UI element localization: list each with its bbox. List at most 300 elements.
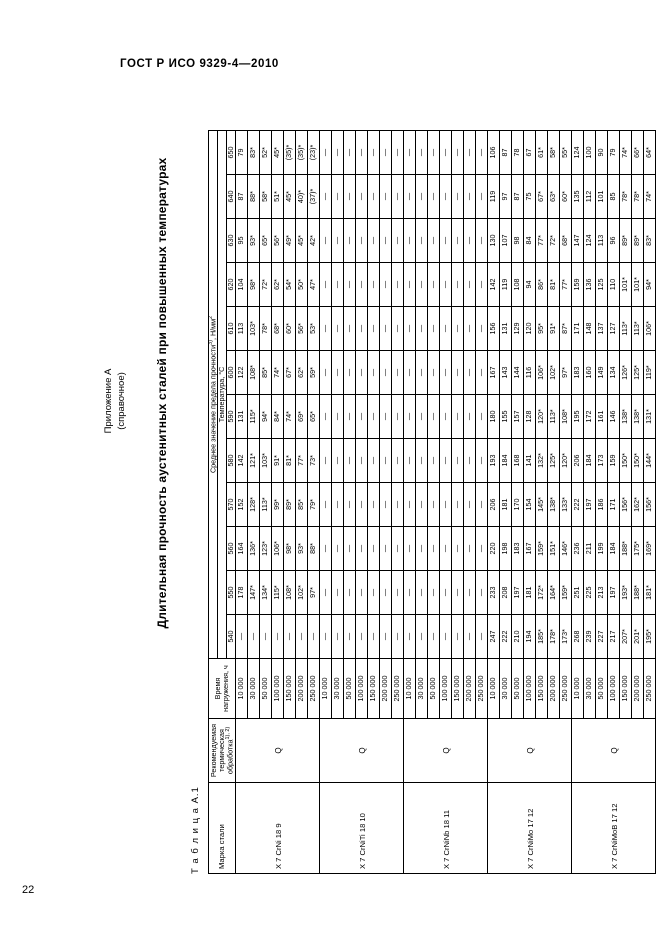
time-cell: 200 000 (547, 659, 559, 719)
time-cell: 100 000 (607, 659, 619, 719)
temp-540: 540 (226, 615, 235, 659)
strength-value-cell: 87 (511, 175, 523, 219)
strength-value-cell: — (331, 483, 343, 527)
time-cell: 200 000 (379, 659, 391, 719)
strength-value-cell: 93* (247, 219, 259, 263)
strength-value-cell: 217 (607, 615, 619, 659)
page-number: 22 (22, 884, 35, 896)
strength-value-cell: — (439, 307, 451, 351)
strength-value-cell: — (319, 395, 331, 439)
strength-value-cell: 74* (283, 395, 295, 439)
strength-value-cell: — (475, 131, 487, 175)
strength-value-cell: — (475, 175, 487, 219)
strength-value-cell: 112 (583, 175, 595, 219)
strength-value-cell: 143 (499, 351, 511, 395)
strength-value-cell: — (247, 615, 259, 659)
heat-treatment-cell: Q (319, 719, 403, 783)
strength-value-cell: 181 (523, 571, 535, 615)
strength-value-cell: 169* (643, 527, 655, 571)
strength-value-cell: 138* (619, 395, 631, 439)
strength-value-cell: 90 (595, 131, 607, 175)
strength-value-cell: 183 (511, 527, 523, 571)
strength-value-cell: 126* (619, 351, 631, 395)
strength-value-cell: 227 (595, 615, 607, 659)
strength-value-cell: 178 (235, 571, 247, 615)
strength-value-cell: — (331, 615, 343, 659)
strength-value-cell: — (343, 219, 355, 263)
strength-value-cell: — (379, 307, 391, 351)
strength-value-cell: — (343, 131, 355, 175)
strength-value-cell: — (439, 615, 451, 659)
strength-value-cell: 102* (547, 351, 559, 395)
strength-value-cell: 156 (487, 307, 499, 351)
table-row (571, 131, 583, 874)
strength-value-cell: 85* (259, 351, 271, 395)
strength-value-cell: — (271, 615, 283, 659)
strength-value-cell: — (427, 483, 439, 527)
strength-value-cell: — (367, 483, 379, 527)
strength-value-cell: 124 (571, 131, 583, 175)
strength-value-cell: — (391, 175, 403, 219)
strength-value-cell: 113* (631, 307, 643, 351)
strength-value-cell: 50* (295, 263, 307, 307)
strength-value-cell: — (439, 571, 451, 615)
strength-value-cell: — (391, 395, 403, 439)
col-header-steel: Марка стали (209, 783, 236, 874)
strength-value-cell: 68* (559, 219, 571, 263)
strength-value-cell: 159* (559, 571, 571, 615)
strength-value-cell: — (391, 307, 403, 351)
strength-value-cell: — (463, 571, 475, 615)
strength-value-cell: 86* (535, 263, 547, 307)
strength-value-cell: 207* (619, 615, 631, 659)
strength-value-cell: — (415, 395, 427, 439)
strength-value-cell: 145* (535, 483, 547, 527)
strength-value-cell: 131 (499, 307, 511, 351)
strength-value-cell: 106* (271, 527, 283, 571)
strength-value-cell: 201* (631, 615, 643, 659)
temp-640: 640 (226, 175, 235, 219)
strength-value-cell: — (343, 439, 355, 483)
strength-value-cell: — (427, 615, 439, 659)
time-cell: 10 000 (319, 659, 331, 719)
strength-value-cell: 144 (511, 351, 523, 395)
strength-value-cell: — (451, 219, 463, 263)
strength-value-cell: 85 (607, 175, 619, 219)
strength-value-cell: — (355, 395, 367, 439)
temp-610: 610 (226, 307, 235, 351)
table-head (209, 131, 236, 874)
standard-header: ГОСТ Р ИСО 9329-4—2010 (120, 58, 279, 70)
strength-value-cell: — (379, 439, 391, 483)
strength-value-cell: — (355, 263, 367, 307)
strength-value-cell: 110 (607, 263, 619, 307)
col-header-heat-treatment (209, 719, 236, 783)
strength-value-cell: — (379, 527, 391, 571)
time-cell: 50 000 (595, 659, 607, 719)
strength-value-cell: 81* (283, 439, 295, 483)
strength-value-cell: (23)* (307, 131, 319, 175)
strength-value-cell: — (379, 483, 391, 527)
strength-value-cell: — (331, 131, 343, 175)
strength-value-cell: — (295, 615, 307, 659)
strength-value-cell: 183 (571, 351, 583, 395)
time-cell: 150 000 (283, 659, 295, 719)
time-cell: 10 000 (487, 659, 499, 719)
strength-value-cell: 58* (547, 131, 559, 175)
strength-value-cell: 156* (619, 483, 631, 527)
strength-value-cell: 141 (523, 439, 535, 483)
steel-grade-cell: Х 7 CrNi 18 9 (235, 783, 319, 874)
strength-value-cell: — (415, 263, 427, 307)
strength-value-cell: 171 (571, 307, 583, 351)
strength-value-cell: — (355, 219, 367, 263)
strength-value-cell: 197 (607, 571, 619, 615)
strength-value-cell: 208 (499, 571, 511, 615)
strength-value-cell: 108* (247, 351, 259, 395)
strength-value-cell: 195 (571, 395, 583, 439)
strength-value-cell: — (391, 351, 403, 395)
strength-value-cell: — (451, 483, 463, 527)
strength-value-cell: 136 (583, 263, 595, 307)
temp-590: 590 (226, 395, 235, 439)
strength-value-cell: 108 (511, 263, 523, 307)
strength-value-cell: — (439, 263, 451, 307)
strength-value-cell: — (343, 615, 355, 659)
strength-value-cell: — (379, 175, 391, 219)
table-row (235, 131, 247, 874)
strength-value-cell: 87 (235, 175, 247, 219)
strength-value-cell: 78* (259, 307, 271, 351)
strength-value-cell: — (451, 395, 463, 439)
time-cell: 200 000 (631, 659, 643, 719)
strength-value-cell: — (451, 307, 463, 351)
strength-value-cell: — (319, 131, 331, 175)
strength-value-cell: 131* (643, 395, 655, 439)
strength-value-cell: 106 (487, 131, 499, 175)
strength-value-cell: 120* (559, 439, 571, 483)
strength-value-cell: 178* (547, 615, 559, 659)
strength-value-cell: — (391, 439, 403, 483)
strength-value-cell: 106* (643, 307, 655, 351)
strength-value-cell: 108* (283, 571, 295, 615)
strength-value-cell: 199 (595, 527, 607, 571)
strength-value-cell: 181 (499, 483, 511, 527)
strength-value-cell: 89* (619, 219, 631, 263)
strength-value-cell: — (403, 483, 415, 527)
steel-grade-cell: Х 7 CrNiMoB 17 12 (571, 783, 655, 874)
strength-value-cell: 247 (487, 615, 499, 659)
strength-value-cell: — (403, 571, 415, 615)
strength-value-cell: 74* (643, 175, 655, 219)
strength-value-cell: — (367, 219, 379, 263)
heat-line-1: Рекомендуемая (209, 723, 218, 778)
strength-value-cell: — (415, 351, 427, 395)
strength-value-cell: — (403, 395, 415, 439)
strength-value-cell: 73* (307, 439, 319, 483)
strength-value-cell: — (367, 571, 379, 615)
temp-650: 650 (226, 131, 235, 175)
heat-treatment-cell: Q (403, 719, 487, 783)
strength-value-cell: 186 (595, 483, 607, 527)
strength-value-cell: — (319, 571, 331, 615)
strength-value-cell: 116 (523, 351, 535, 395)
strength-value-cell: 59* (307, 351, 319, 395)
strength-value-cell: 97* (307, 571, 319, 615)
strength-value-cell: — (367, 439, 379, 483)
strength-value-cell: — (367, 615, 379, 659)
group-footnote-marker: 3) (208, 340, 214, 345)
strength-value-cell: — (451, 351, 463, 395)
strength-value-cell: — (427, 307, 439, 351)
strength-value-cell: 96 (607, 219, 619, 263)
strength-value-cell: 147 (571, 219, 583, 263)
strength-value-cell: 51* (271, 175, 283, 219)
strength-value-cell: 88* (307, 527, 319, 571)
strength-value-cell: — (475, 527, 487, 571)
strength-value-cell: 222 (571, 483, 583, 527)
strength-value-cell: — (439, 483, 451, 527)
strength-value-cell: 49* (283, 219, 295, 263)
strength-value-cell: 159 (607, 439, 619, 483)
strength-value-cell: 72* (259, 263, 271, 307)
strength-value-cell: — (463, 263, 475, 307)
strength-value-cell: 45* (295, 219, 307, 263)
strength-value-cell: 148 (583, 307, 595, 351)
strength-value-cell: 119* (643, 351, 655, 395)
strength-value-cell: — (439, 527, 451, 571)
heat-footnote-marker: 1), 2) (224, 726, 231, 740)
heat-treatment-cell: Q (235, 719, 319, 783)
steel-grade-cell: Х 7 CrNiNb 18 11 (403, 783, 487, 874)
strength-value-cell: 225 (583, 571, 595, 615)
strength-value-cell: 95 (235, 219, 247, 263)
strength-value-cell: 184 (607, 527, 619, 571)
strength-value-cell: — (475, 439, 487, 483)
strength-value-cell: 40)* (295, 175, 307, 219)
strength-value-cell: 91* (271, 439, 283, 483)
strength-value-cell: — (355, 483, 367, 527)
strength-value-cell: (37)* (307, 175, 319, 219)
strength-value-cell: 156* (643, 483, 655, 527)
strength-value-cell: 159* (535, 527, 547, 571)
strength-value-cell: 74* (271, 351, 283, 395)
strength-value-cell: — (391, 615, 403, 659)
strength-value-cell: — (439, 395, 451, 439)
strength-value-cell: 52* (259, 131, 271, 175)
strength-value-cell: 233 (487, 571, 499, 615)
strength-value-cell: 42* (307, 219, 319, 263)
strength-value-cell: — (355, 527, 367, 571)
strength-value-cell: 211 (583, 527, 595, 571)
strength-value-cell: — (391, 571, 403, 615)
strength-value-cell: — (451, 131, 463, 175)
strength-value-cell: — (403, 439, 415, 483)
strength-value-cell: — (331, 307, 343, 351)
strength-value-cell: 127 (607, 307, 619, 351)
strength-value-cell: 268 (571, 615, 583, 659)
strength-value-cell: — (427, 219, 439, 263)
strength-value-cell: — (439, 439, 451, 483)
strength-value-cell: — (355, 307, 367, 351)
strength-value-cell: 72* (547, 219, 559, 263)
temp-630: 630 (226, 219, 235, 263)
strength-value-cell: 124 (583, 219, 595, 263)
table-row (319, 131, 331, 874)
strength-value-cell: 131 (235, 395, 247, 439)
strength-value-cell: 157 (511, 395, 523, 439)
strength-value-cell: 197 (583, 483, 595, 527)
strength-value-cell: 64* (643, 131, 655, 175)
strength-value-cell: 197 (511, 571, 523, 615)
strength-value-cell: — (463, 351, 475, 395)
strength-value-cell: 142 (487, 263, 499, 307)
strength-value-cell: 45* (283, 175, 295, 219)
time-cell: 100 000 (523, 659, 535, 719)
strength-value-cell: — (451, 263, 463, 307)
strength-value-cell: 79* (307, 483, 319, 527)
strength-value-cell: 181* (643, 571, 655, 615)
strength-value-cell: — (403, 263, 415, 307)
time-cell: 100 000 (355, 659, 367, 719)
strength-value-cell: — (415, 307, 427, 351)
strength-value-cell: 147* (247, 571, 259, 615)
strength-value-cell: — (379, 395, 391, 439)
time-cell: 10 000 (403, 659, 415, 719)
strength-value-cell: 98* (247, 263, 259, 307)
strength-value-cell: 60* (283, 307, 295, 351)
strength-value-cell: 194 (523, 615, 535, 659)
strength-value-cell: 119 (499, 263, 511, 307)
strength-value-cell: — (367, 131, 379, 175)
group-unit: , Н/мм (208, 318, 218, 341)
strength-value-cell: 210 (511, 615, 523, 659)
strength-value-cell: 188* (631, 571, 643, 615)
strength-value-cell: — (283, 615, 295, 659)
strength-value-cell: — (439, 219, 451, 263)
strength-value-cell: 122 (235, 351, 247, 395)
strength-value-cell: — (367, 395, 379, 439)
strength-value-cell: 55* (559, 131, 571, 175)
strength-value-cell: 77* (559, 263, 571, 307)
strength-value-cell: 154 (523, 483, 535, 527)
strength-value-cell: — (427, 175, 439, 219)
strength-value-cell: — (259, 615, 271, 659)
strength-value-cell: — (307, 615, 319, 659)
temp-550: 550 (226, 571, 235, 615)
strength-value-cell: 97 (499, 175, 511, 219)
strength-value-cell: 206 (571, 439, 583, 483)
strength-value-cell: 119 (487, 175, 499, 219)
temp-570: 570 (226, 483, 235, 527)
strength-value-cell: 102* (295, 571, 307, 615)
time-cell: 100 000 (271, 659, 283, 719)
strength-value-cell: — (367, 307, 379, 351)
strength-value-cell: 101 (595, 175, 607, 219)
strength-value-cell: — (475, 219, 487, 263)
strength-value-cell: — (367, 527, 379, 571)
strength-value-cell: 128 (523, 395, 535, 439)
strength-value-cell: 138* (547, 483, 559, 527)
strength-value-cell: 78 (511, 131, 523, 175)
strength-value-cell: 104 (235, 263, 247, 307)
strength-value-cell: 149 (595, 351, 607, 395)
strength-value-cell: — (319, 351, 331, 395)
strength-value-cell: 84 (523, 219, 535, 263)
strength-value-cell: 150* (631, 439, 643, 483)
longterm-strength-table (208, 130, 656, 874)
strength-value-cell: 101* (619, 263, 631, 307)
strength-value-cell: 113 (595, 219, 607, 263)
strength-value-cell: — (331, 439, 343, 483)
strength-value-cell: 161 (595, 395, 607, 439)
group-unit-exp: 2 (208, 315, 214, 319)
strength-value-cell: — (415, 439, 427, 483)
strength-value-cell: — (427, 395, 439, 439)
strength-value-cell: — (379, 351, 391, 395)
strength-value-cell: — (343, 307, 355, 351)
strength-value-cell: 53* (307, 307, 319, 351)
strength-value-cell: 152 (235, 483, 247, 527)
strength-value-cell: 84* (271, 395, 283, 439)
strength-value-cell: — (463, 439, 475, 483)
strength-value-cell: 175* (631, 527, 643, 571)
strength-value-cell: 60* (559, 175, 571, 219)
header-row-group (209, 131, 218, 874)
strength-value-cell: — (391, 483, 403, 527)
strength-value-cell: 193* (619, 571, 631, 615)
strength-value-cell: 193 (487, 439, 499, 483)
strength-value-cell: — (427, 571, 439, 615)
strength-value-cell: 180 (487, 395, 499, 439)
strength-value-cell: — (403, 175, 415, 219)
strength-value-cell: 83* (643, 219, 655, 263)
strength-value-cell: — (319, 483, 331, 527)
time-cell: 50 000 (259, 659, 271, 719)
strength-value-cell: — (319, 175, 331, 219)
time-cell: 250 000 (475, 659, 487, 719)
strength-value-cell: 98 (511, 219, 523, 263)
time-cell: 250 000 (559, 659, 571, 719)
strength-value-cell: 125* (631, 351, 643, 395)
strength-value-cell: — (415, 175, 427, 219)
strength-value-cell: 62* (295, 351, 307, 395)
heat-line-2: термическая обработка$^{1), 2)}$ (216, 726, 234, 775)
strength-value-cell: 146 (607, 395, 619, 439)
strength-value-cell: — (427, 351, 439, 395)
strength-value-cell: — (451, 175, 463, 219)
strength-value-cell: 185* (535, 615, 547, 659)
strength-value-cell: — (343, 395, 355, 439)
strength-value-cell: — (463, 175, 475, 219)
strength-value-cell: 89* (631, 219, 643, 263)
strength-value-cell: 142 (235, 439, 247, 483)
strength-value-cell: 78* (631, 175, 643, 219)
strength-value-cell: — (403, 527, 415, 571)
strength-value-cell: 162* (631, 483, 643, 527)
strength-value-cell: — (415, 483, 427, 527)
strength-value-cell: — (463, 395, 475, 439)
time-cell: 250 000 (391, 659, 403, 719)
strength-value-cell: 63* (547, 175, 559, 219)
strength-value-cell: — (319, 219, 331, 263)
strength-value-cell: 144* (643, 439, 655, 483)
strength-value-cell: 206 (487, 483, 499, 527)
strength-value-cell: — (451, 439, 463, 483)
time-cell: 30 000 (415, 659, 427, 719)
temp-600: 600 (226, 351, 235, 395)
strength-value-cell: 77* (295, 439, 307, 483)
